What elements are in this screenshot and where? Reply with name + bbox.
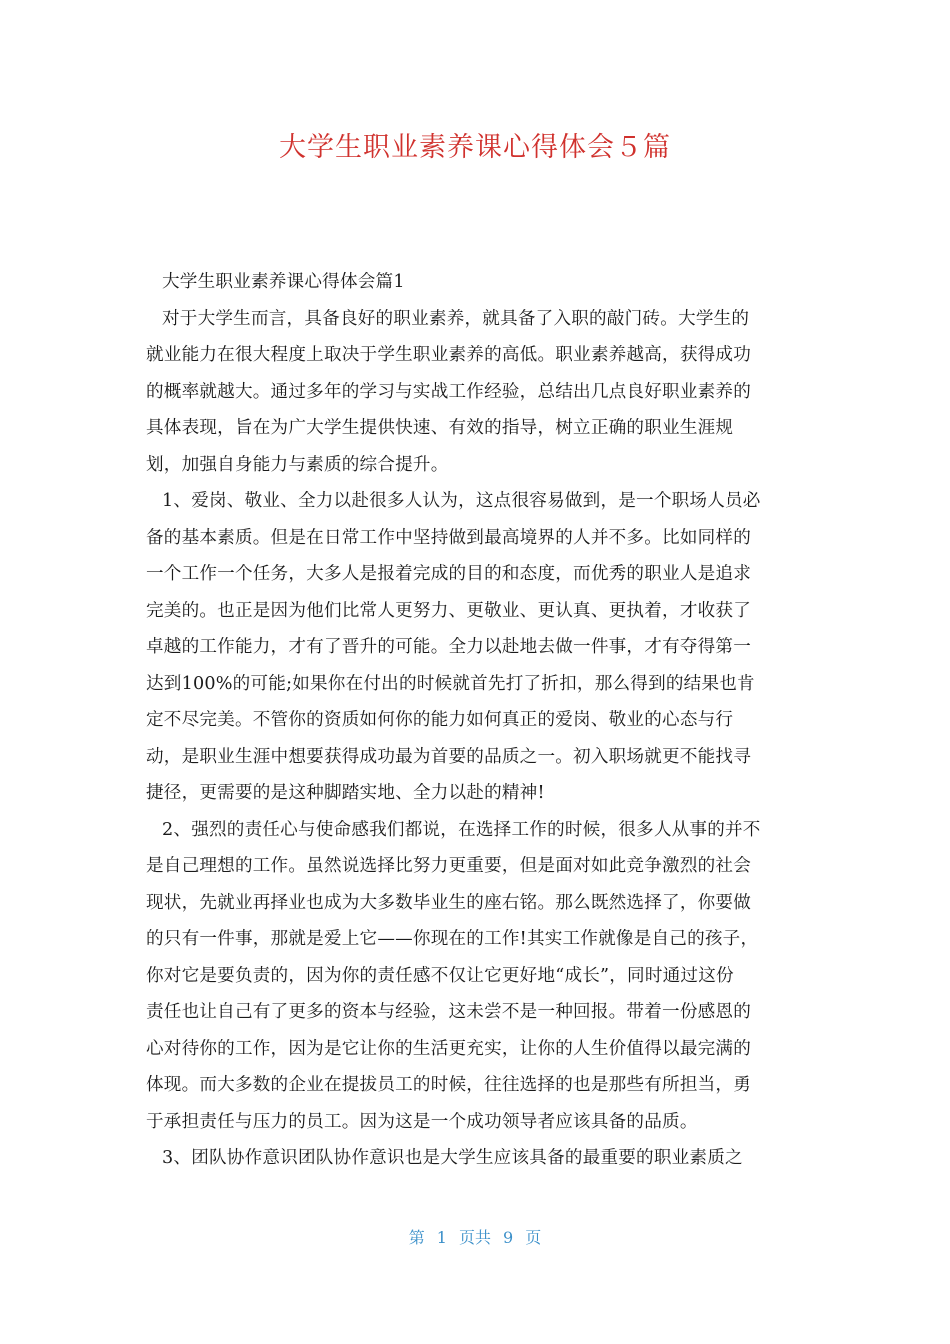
text-line: 的概率就越大。通过多年的学习与实战工作经验，总结出几点良好职业素养的 — [146, 381, 751, 402]
footer-suffix: 页 — [525, 1228, 542, 1247]
text-line: 于承担责任与压力的员工。因为这是一个成功领导者应该具备的品质。 — [146, 1111, 698, 1132]
document-title: 大学生职业素养课心得体会５篇 — [279, 132, 671, 163]
text-line: 的只有一件事，那就是爱上它——你现在的工作!其实工作就像是自己的孩子， — [146, 929, 759, 949]
text-line: 就业能力在很大程度上取决于学生职业素养的高低。职业素养越高，获得成功 — [146, 345, 751, 365]
text-line: 达到100%的可能;如果你在付出的时候就首先打了折扣，那么得到的结果也肯 — [146, 673, 755, 694]
text-line: 1、爱岗、敬业、全力以赴很多人认为，这点很容易做到，是一个职场人员必 — [162, 491, 761, 511]
section-heading: 大学生职业素养课心得体会篇1 — [162, 272, 405, 292]
text-line: 完美的。也正是因为他们比常人更努力、更敬业、更认真、更执着，才收获了 — [146, 600, 751, 621]
text-line: 是自己理想的工作。虽然说选择比努力更重要，但是面对如此竞争激烈的社会 — [146, 856, 751, 876]
text-line: 对于大学生而言，具备良好的职业素养，就具备了入职的敲门砖。大学生的 — [162, 308, 750, 329]
text-line: 心对待你的工作，因为是它让你的生活更充实，让你的人生价值得以最完满的 — [146, 1038, 751, 1059]
text-line: 捷径，更需要的是这种脚踏实地、全力以赴的精神! — [146, 783, 545, 803]
text-line: 现状，先就业再择业也成为大多数毕业生的座右铭。那么既然选择了，你要做 — [146, 892, 751, 913]
text-line: 3、团队协作意识团队协作意识也是大学生应该具备的最重要的职业素质之 — [162, 1148, 743, 1168]
footer-middle: 页共 — [458, 1228, 491, 1247]
footer-prefix: 第 — [408, 1228, 425, 1247]
footer-total-pages: 9 — [503, 1228, 514, 1247]
text-line: 具体表现，旨在为广大学生提供快速、有效的指导，树立正确的职业生涯规 — [146, 418, 734, 438]
footer-current-page: 1 — [436, 1228, 447, 1247]
text-line: 体现。而大多数的企业在提拔员工的时候，往往选择的也是那些有所担当，勇 — [146, 1075, 751, 1095]
text-line: 动，是职业生涯中想要获得成功最为首要的品质之一。初入职场就更不能找寻 — [146, 746, 751, 767]
text-line: 你对它是要负责的，因为你的责任感不仅让它更好地“成长”，同时通过这份 — [146, 965, 734, 986]
page-footer — [0, 1226, 950, 1250]
text-line: 划，加强自身能力与素质的综合提升。 — [146, 454, 449, 475]
text-line: 一个工作一个任务，大多人是报着完成的目的和态度，而优秀的职业人是追求 — [146, 564, 751, 584]
text-line: 责任也让自己有了更多的资本与经验，这未尝不是一种回报。带着一份感恩的 — [146, 1002, 751, 1022]
document-body — [146, 264, 806, 1177]
text-line: 定不尽完美。不管你的资质如何你的能力如何真正的爱岗、敬业的心态与行 — [146, 710, 734, 730]
text-line: 卓越的工作能力，才有了晋升的可能。全力以赴地去做一件事，才有夺得第一 — [146, 637, 751, 657]
text-line: 备的基本素质。但是在日常工作中坚持做到最高境界的人并不多。比如同样的 — [146, 527, 751, 548]
text-line: 2、强烈的责任心与使命感我们都说，在选择工作的时候，很多人从事的并不 — [162, 819, 761, 840]
